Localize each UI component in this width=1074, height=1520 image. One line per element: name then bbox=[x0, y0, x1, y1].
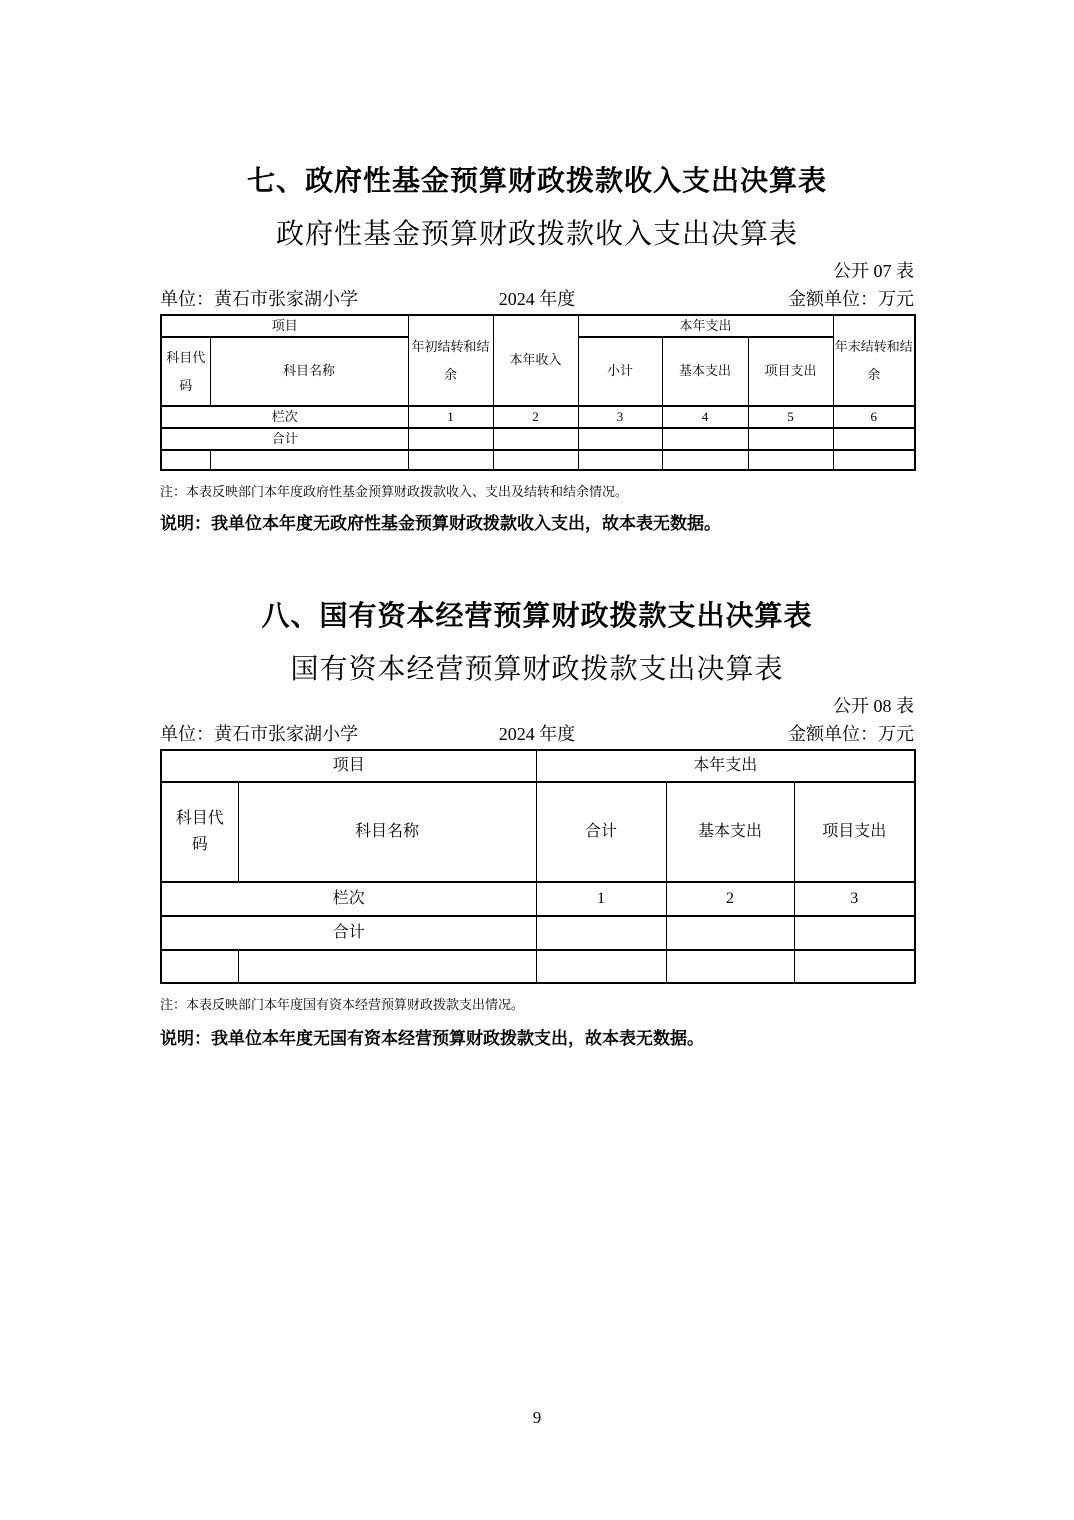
header-cell-year-income: 本年收入 bbox=[493, 315, 578, 406]
header-cell-year-expense: 本年支出 bbox=[536, 750, 915, 782]
empty-cell bbox=[408, 428, 493, 450]
column-number: 2 bbox=[666, 882, 794, 916]
column-number: 1 bbox=[536, 882, 666, 916]
state-capital-table bbox=[160, 749, 916, 984]
table-title: 国有资本经营预算财政拨款支出决算表 bbox=[290, 654, 784, 685]
amount-unit-label: 金额单位：万元 bbox=[788, 724, 914, 744]
table-row-column-numbers bbox=[161, 882, 915, 916]
table-meta-row bbox=[160, 723, 914, 745]
total-row-label: 合计 bbox=[161, 916, 536, 950]
column-number: 1 bbox=[408, 406, 493, 428]
table-row bbox=[161, 782, 915, 882]
header-cell-year-expense: 本年支出 bbox=[578, 315, 833, 337]
table-meta-row bbox=[160, 288, 914, 310]
empty-cell bbox=[238, 950, 536, 983]
total-row-label: 合计 bbox=[161, 428, 408, 450]
header-cell-subtotal: 小计 bbox=[578, 337, 662, 406]
section-heading: 七、政府性基金预算财政拨款收入支出决算表 bbox=[246, 165, 827, 196]
unit-label: 单位：黄石市张家湖小学 bbox=[160, 289, 358, 309]
header-cell-subject-code: 科目代码 bbox=[161, 337, 210, 406]
empty-cell bbox=[493, 428, 578, 450]
header-cell-basic-expense: 基本支出 bbox=[666, 782, 794, 882]
empty-cell bbox=[748, 428, 833, 450]
column-row-label: 栏次 bbox=[161, 882, 536, 916]
section-state-capital bbox=[160, 597, 914, 1050]
page-number: 9 bbox=[532, 1408, 542, 1427]
table-row-blank bbox=[161, 950, 915, 983]
table-statement: 说明：我单位本年度无国有资本经营预算财政拨款支出，故本表无数据。 bbox=[160, 1029, 704, 1048]
table-row bbox=[161, 750, 915, 782]
table-row-blank bbox=[161, 450, 915, 470]
column-number: 2 bbox=[493, 406, 578, 428]
column-row-label: 栏次 bbox=[161, 406, 408, 428]
empty-cell bbox=[666, 916, 794, 950]
table-note: 注：本表反映部门本年度国有资本经营预算财政拨款支出情况。 bbox=[160, 997, 525, 1012]
empty-cell bbox=[666, 950, 794, 983]
table-note: 注：本表反映部门本年度政府性基金预算财政拨款收入、支出及结转和结余情况。 bbox=[160, 484, 629, 499]
empty-cell bbox=[161, 450, 210, 470]
amount-unit-label: 金额单位：万元 bbox=[788, 289, 914, 309]
header-cell-subject-code: 科目代码 bbox=[161, 782, 238, 882]
empty-cell bbox=[578, 450, 662, 470]
header-cell-subject-name: 科目名称 bbox=[238, 782, 536, 882]
empty-cell bbox=[161, 950, 238, 983]
header-cell-project: 项目 bbox=[161, 315, 408, 337]
header-cell-begin-balance: 年初结转和结余 bbox=[408, 315, 493, 406]
empty-cell bbox=[833, 450, 915, 470]
header-cell-project: 项目 bbox=[161, 750, 536, 782]
column-number: 3 bbox=[794, 882, 915, 916]
header-cell-end-balance: 年末结转和结余 bbox=[833, 315, 915, 406]
empty-cell bbox=[662, 428, 748, 450]
column-number: 3 bbox=[578, 406, 662, 428]
section-heading: 八、国有资本经营预算财政拨款支出决算表 bbox=[261, 600, 813, 631]
column-number: 5 bbox=[748, 406, 833, 428]
table-row bbox=[161, 315, 915, 337]
header-cell-total: 合计 bbox=[536, 782, 666, 882]
empty-cell bbox=[536, 916, 666, 950]
header-cell-project-expense: 项目支出 bbox=[794, 782, 915, 882]
empty-cell bbox=[662, 450, 748, 470]
table-row-column-numbers bbox=[161, 406, 915, 428]
empty-cell bbox=[493, 450, 578, 470]
gov-fund-table bbox=[160, 314, 916, 471]
unit-label: 单位：黄石市张家湖小学 bbox=[160, 724, 358, 744]
table-code-label: 公开 07 表 bbox=[833, 261, 914, 281]
header-cell-basic-expense: 基本支出 bbox=[662, 337, 748, 406]
table-row-total bbox=[161, 916, 915, 950]
table-code-label: 公开 08 表 bbox=[833, 696, 914, 716]
column-number: 4 bbox=[662, 406, 748, 428]
empty-cell bbox=[578, 428, 662, 450]
empty-cell bbox=[794, 916, 915, 950]
table-statement: 说明：我单位本年度无政府性基金预算财政拨款收入支出，故本表无数据。 bbox=[160, 514, 721, 533]
header-cell-subject-name: 科目名称 bbox=[210, 337, 408, 406]
empty-cell bbox=[408, 450, 493, 470]
empty-cell bbox=[210, 450, 408, 470]
year-label: 2024 年度 bbox=[498, 724, 576, 744]
empty-cell bbox=[794, 950, 915, 983]
year-label: 2024 年度 bbox=[498, 289, 576, 309]
table-row-total bbox=[161, 428, 915, 450]
page-content bbox=[160, 0, 914, 1050]
empty-cell bbox=[833, 428, 915, 450]
column-number: 6 bbox=[833, 406, 915, 428]
header-cell-project-expense: 项目支出 bbox=[748, 337, 833, 406]
empty-cell bbox=[748, 450, 833, 470]
section-gov-fund bbox=[160, 162, 914, 535]
table-title: 政府性基金预算财政拨款收入支出决算表 bbox=[275, 219, 798, 250]
empty-cell bbox=[536, 950, 666, 983]
